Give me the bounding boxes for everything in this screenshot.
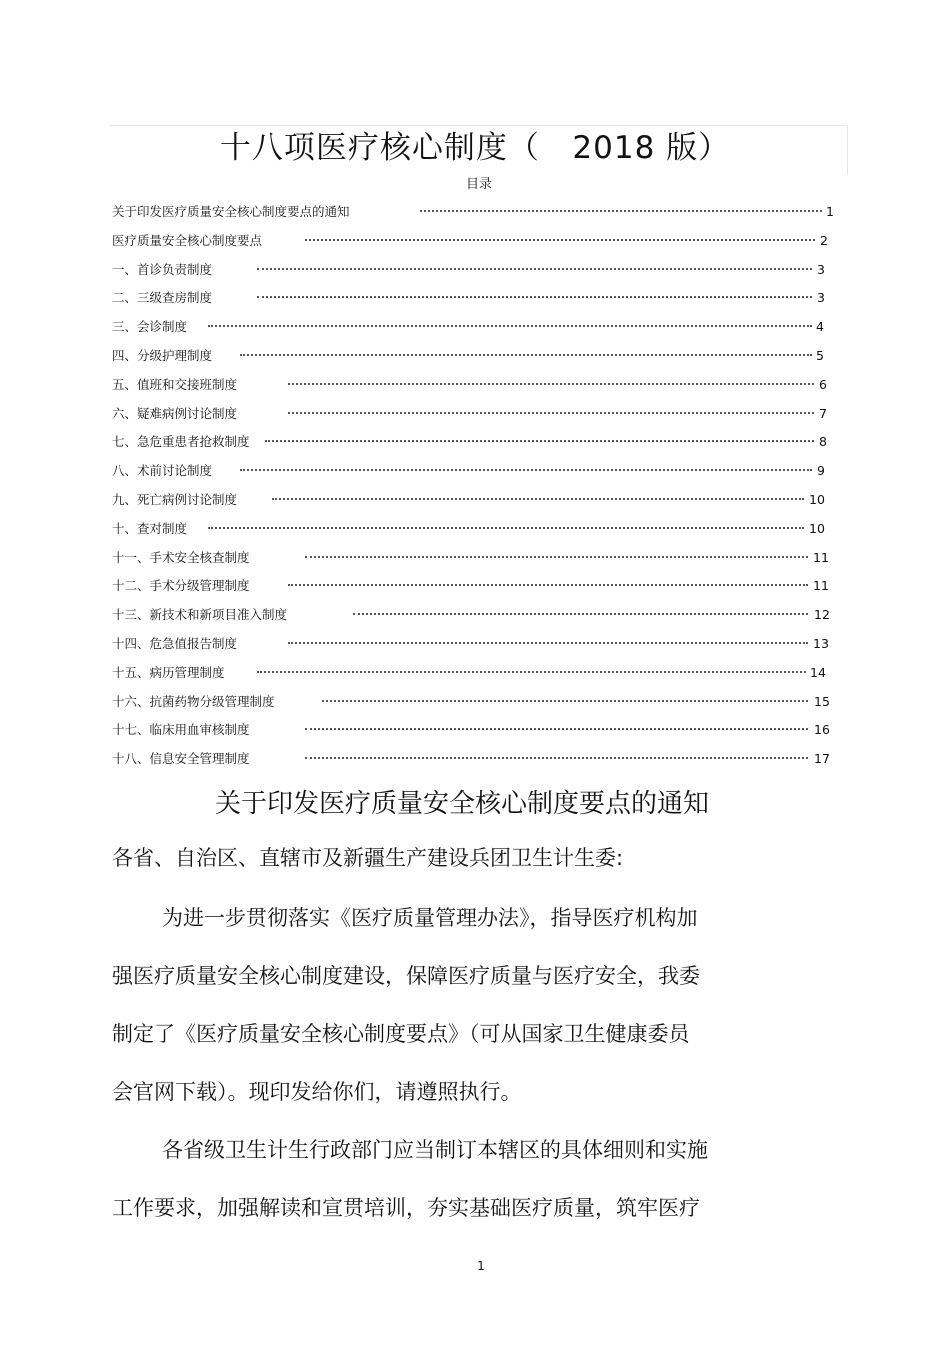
toc-entry[interactable] xyxy=(112,346,852,366)
toc-dot-leader xyxy=(322,700,808,702)
toc-dot-leader xyxy=(305,757,808,759)
toc-entry[interactable] xyxy=(112,288,852,308)
toc-dot-leader xyxy=(240,469,812,471)
toc-entry[interactable] xyxy=(112,375,852,395)
toc-entry-page: 3 xyxy=(817,261,825,277)
toc-entry-label: 八、术前讨论制度 xyxy=(112,463,213,479)
toc-dot-leader xyxy=(288,584,808,586)
body-line: 工作要求，加强解读和宣贯培训，夯实基础医疗质量，筑牢医疗 xyxy=(112,1196,700,1220)
toc-entry-page: 11 xyxy=(813,549,829,565)
toc-dot-leader xyxy=(288,642,808,644)
toc-entry[interactable] xyxy=(112,231,852,251)
toc-entry[interactable] xyxy=(112,202,852,222)
toc-entry[interactable] xyxy=(112,663,852,683)
toc-entry[interactable] xyxy=(112,749,852,769)
toc-entry-label: 三、会诊制度 xyxy=(112,319,188,335)
toc-entry-label: 十二、手术分级管理制度 xyxy=(112,578,250,594)
toc-entry-label: 六、疑难病例讨论制度 xyxy=(112,405,238,421)
toc-entry-label: 十一、手术安全核查制度 xyxy=(112,549,250,565)
toc-entry-label: 十五、病历管理制度 xyxy=(112,664,225,680)
toc-entry[interactable] xyxy=(112,461,852,481)
toc-entry-page: 16 xyxy=(814,722,830,738)
notice-addressee: 各省、自治区、直辖市及新疆生产建设兵团卫生计生委: xyxy=(112,846,624,870)
body-line: 制定了《医疗质量安全核心制度要点》（可从国家卫生健康委员 xyxy=(112,1022,690,1046)
header-rule xyxy=(110,125,848,126)
body-line: 会官网下载）。现印发给你们，请遵照执行。 xyxy=(112,1080,522,1104)
toc-entry-page: 9 xyxy=(817,463,825,479)
toc-entry[interactable] xyxy=(112,634,852,654)
document-title: 十八项医疗核心制度（ 2018 版） xyxy=(219,130,731,166)
page-number: 1 xyxy=(477,1259,485,1273)
toc-entry[interactable] xyxy=(112,576,852,596)
toc-entry-page: 4 xyxy=(816,319,824,335)
toc-entry[interactable] xyxy=(112,692,852,712)
toc-entry-page: 6 xyxy=(819,376,827,392)
toc-dot-leader xyxy=(288,412,814,414)
toc-entry[interactable] xyxy=(112,404,852,424)
toc-entry-page: 8 xyxy=(819,434,827,450)
toc-entry-label: 一、首诊负责制度 xyxy=(112,261,213,277)
toc-dot-leader xyxy=(257,268,812,270)
toc-entry-label: 医疗质量安全核心制度要点 xyxy=(112,232,263,248)
toc-entry-label: 十四、危急值报告制度 xyxy=(112,636,238,651)
toc-entry-label: 五、值班和交接班制度 xyxy=(112,376,238,392)
toc-entry-label: 二、三级查房制度 xyxy=(112,290,213,306)
toc-entry[interactable] xyxy=(112,260,852,280)
toc-entry-label: 九、死亡病例讨论制度 xyxy=(112,492,238,507)
toc-entry-label: 十六、抗菌药物分级管理制度 xyxy=(112,693,275,709)
toc-dot-leader xyxy=(257,671,806,673)
toc-entry-label: 四、分级护理制度 xyxy=(112,348,213,363)
toc-entry-page: 12 xyxy=(814,607,830,623)
toc-entry-page: 13 xyxy=(813,636,829,651)
toc-entry-page: 14 xyxy=(810,664,826,680)
toc-entry-page: 5 xyxy=(816,348,824,363)
toc-entry-page: 15 xyxy=(814,693,830,709)
toc-entry[interactable] xyxy=(112,432,852,452)
toc-dot-leader xyxy=(208,527,804,529)
toc-entry-label: 十、查对制度 xyxy=(112,520,188,536)
toc-dot-leader xyxy=(265,440,814,442)
toc-entry-page: 17 xyxy=(814,751,830,767)
toc-entry[interactable] xyxy=(112,519,852,539)
toc-dot-leader xyxy=(208,325,812,327)
toc-heading: 目录 xyxy=(465,177,492,192)
toc-entry[interactable] xyxy=(112,720,852,740)
toc-dot-leader xyxy=(305,239,815,241)
toc-entry-page: 3 xyxy=(817,290,825,306)
toc-entry-label: 七、急危重患者抢救制度 xyxy=(112,434,250,450)
toc-entry-label: 十三、新技术和新项目准入制度 xyxy=(112,607,288,623)
toc-dot-leader xyxy=(305,728,808,730)
toc-entry-label: 十八、信息安全管理制度 xyxy=(112,751,250,767)
toc-dot-leader xyxy=(272,498,804,500)
toc-entry-page: 11 xyxy=(813,578,829,594)
toc-entry-page: 2 xyxy=(820,232,828,248)
body-line: 各省级卫生计生行政部门应当制订本辖区的具体细则和实施 xyxy=(162,1138,708,1162)
toc-dot-leader xyxy=(420,210,822,212)
notice-title: 关于印发医疗质量安全核心制度要点的通知 xyxy=(214,789,709,819)
toc-dot-leader xyxy=(305,556,808,558)
toc-entry-page: 7 xyxy=(819,405,827,421)
body-line: 强医疗质量安全核心制度建设，保障医疗质量与医疗安全，我委 xyxy=(112,964,700,988)
toc-entry[interactable] xyxy=(112,317,852,337)
toc-dot-leader xyxy=(288,383,814,385)
toc-entry-label: 十七、临床用血审核制度 xyxy=(112,722,250,738)
toc-dot-leader xyxy=(353,613,808,615)
toc-entry[interactable] xyxy=(112,548,852,568)
toc-entry-page: 1 xyxy=(826,204,834,219)
toc-entry-page: 10 xyxy=(809,492,825,507)
toc-dot-leader xyxy=(257,296,812,298)
toc-dot-leader xyxy=(240,354,812,356)
toc-entry[interactable] xyxy=(112,605,852,625)
body-line: 为进一步贯彻落实《医疗质量管理办法》，指导医疗机构加 xyxy=(162,906,698,930)
toc-entry[interactable] xyxy=(112,490,852,510)
toc-entry-page: 10 xyxy=(809,520,825,536)
toc-entry-label: 关于印发医疗质量安全核心制度要点的通知 xyxy=(112,204,350,219)
